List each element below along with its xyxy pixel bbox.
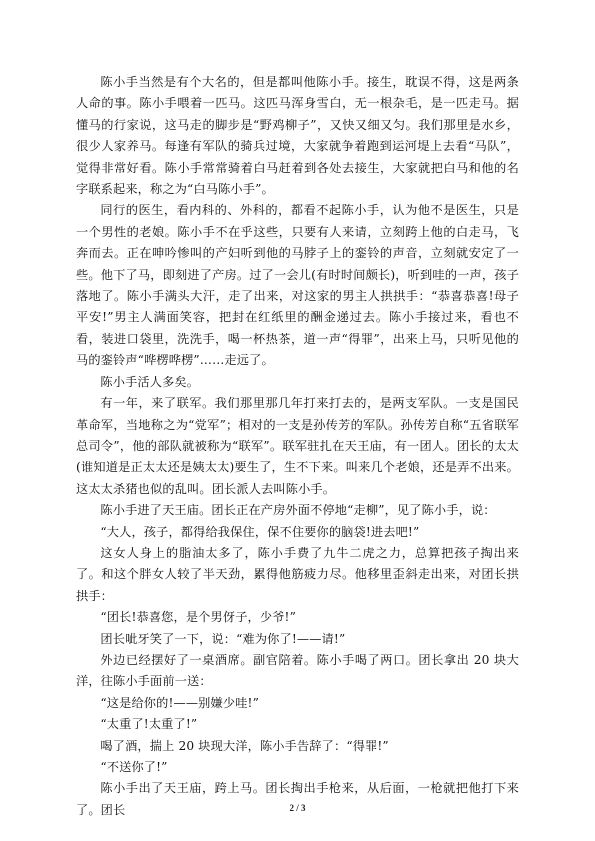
paragraph: 喝了酒，揣上 20 块现大洋，陈小手告辞了：“得罪!” [100,738,389,753]
paragraph: 陈小手当然是有个大名的，但是都叫他陈小手。接生，耽误不得，这是两条人命的事。陈小手喂着一匹马。这匹马浑身雪白，无一根杂毛，是一匹走马。据懂马的行家说，这马走的脚步是“野鸡柳子”，又快又细又匀。我们那里是水乡，很少人家养马。每逢有军队的骑兵过境，大家就争着跑到运河堤上去看“马队”，觉得非常好看。陈小手常常骑着白马赶着到各处去接生，大家就把白马和他的名字联系起来，称之为“白马陈小手”。 [76,75,519,197]
paragraph: 陈小手进了天王庙。团长正在产房外面不停地“走柳”，见了陈小手，说： [100,503,496,518]
paragraph: 有一年，来了联军。我们那里那几年打来打去的，是两支军队。一支是国民革命军，当地称之为“党军”；相对的一支是孙传芳的军队。孙传芳自称“五省联军总司令”，他的部队就被称为“联军”。联军驻扎在天王庙，有一团人。团长的太太(谁知道是正太太还是姨太太)要生了，生不下来。叫来几个老娘，还是弄不出来。这太太杀猪也似的乱叫。团长派人去叫陈小手。 [76,396,519,496]
paragraph: 这女人身上的脂油太多了，陈小手费了九牛二虎之力，总算把孩子掏出来了。和这个胖女人较了半天劲，累得他筋疲力尽。他移里歪斜走出来，对团长拱拱手： [76,545,519,603]
paragraph: “大人，孩子，都得给我保住，保不住要你的脑袋!进去吧!” [100,524,420,539]
page-number: 2 / 3 [289,803,306,813]
paragraph: “不送你了!” [100,760,168,774]
paragraph: “团长!恭喜您，是个男伢子，少爷!” [100,610,296,625]
paragraph: 外边已经摆好了一桌酒席。副官陪着。陈小手喝了两口。团长拿出 20 块大洋，往陈小手面前一送： [76,652,519,689]
paragraph: “这是给你的!——别嫌少哇!” [100,695,259,710]
paragraph: 陈小手出了天王庙，跨上马。团长掏出手枪来，从后面，一枪就把他打下来了。团长 [76,781,519,817]
paragraph: 同行的医生，看内科的、外科的，都看不起陈小手，认为他不是医生，只是一个男性的老娘。陈小手不在乎这些，只要有人来请，立刻跨上他的白走马，飞奔而去。正在呻吟惨叫的产妇听到他的马脖子上的銮铃的声音，立刻就安定了一些。他下了马，即刻进了产房。过了一会儿(有时时间颇长)，听到哇的一声，孩子落地了。陈小手满头大汗，走了出来，对这家的男主人拱拱手：“恭喜恭喜!母子平安!”男主人满面笑容，把封在红纸里的酬金递过去。陈小手接过来，看也不看，装进口袋里，洗洗手，喝一杯热茶，道一声“得罪”，出来上马，只听见他的马的銮铃声“哗楞哗楞”……走远了。 [76,203,519,368]
paragraph: 团长呲牙笑了一下，说：“难为你了!——请!” [100,631,346,646]
paragraph: 陈小手活人多矣。 [100,374,200,389]
paragraph: “太重了!太重了!” [100,717,198,732]
body-text [76,72,519,821]
